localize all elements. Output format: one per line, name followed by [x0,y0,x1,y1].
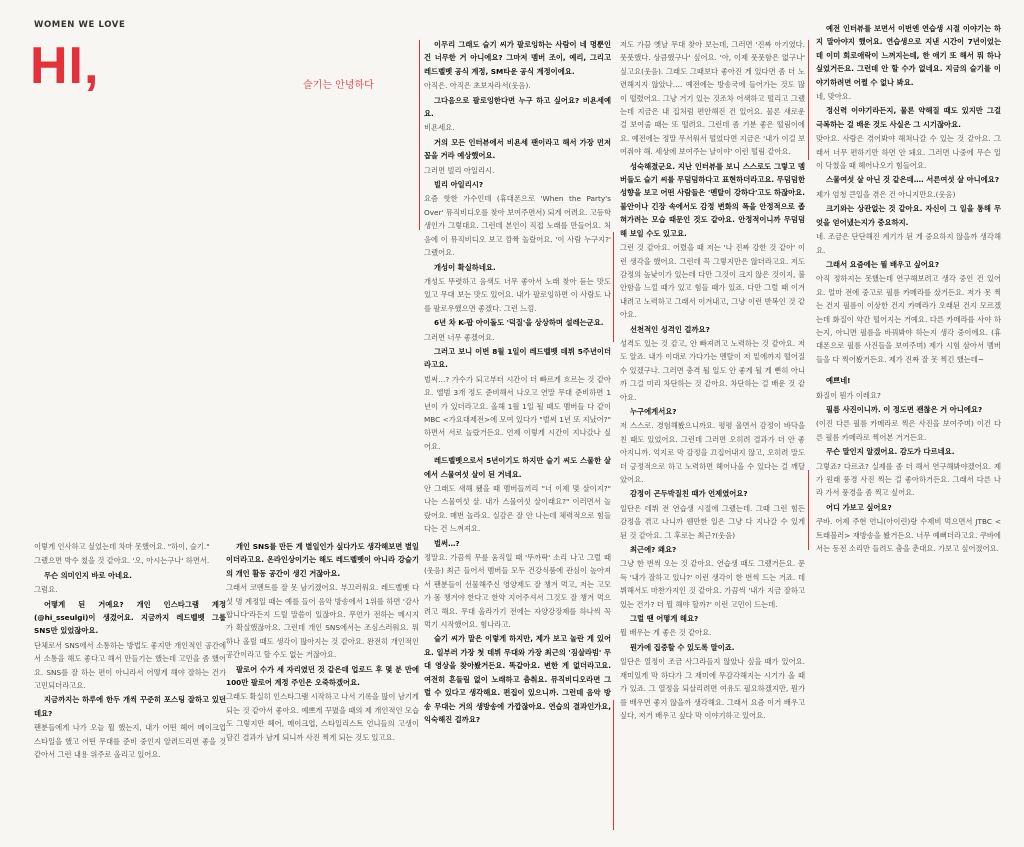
answer-paragraph: 그러면 빌리 아일리시. [424,165,495,175]
answer-paragraph: 개성도 뚜렷하고 음색도 너무 좋아서 노래 찾아 듣는 맛도 있고 무대 보는 맛도 있어요. 내가 팔로잉하면 이 사람도 나를 팔로우했으면 좋겠다. 그런 느낌. [424,276,611,313]
red-rule [613,232,614,342]
red-rule [808,470,809,550]
question-paragraph: 그다음으로 팔로잉한다면 누구 하고 싶어요? 비욘세예요. [424,95,611,119]
answer-paragraph: 그래서 코멘트를 잘 못 남기겠어요. 부끄러워요. 레드벨벳 다섯 명 계정일 때는 예를 들어 음악 방송에서 1위를 하면 '감사합니다'라든지 드릴 말씀이 있잖아요. 무언가 전하는 메시지가 확실했잖아요. 그런데 개인 SNS에서는 조심스러워요. 뭐 하나 올릴 때도 생각이 많아지는 것 같아요. 완전히 개인적인 공간이라고 할 수도 없는 거잖아요. [226,583,419,660]
question-paragraph: 크기와는 상관없는 것 같아요. 자신이 그 일을 통해 무엇을 얻어냈는지가 중요하지. [816,204,1001,227]
question-paragraph: 무슨 의미인지 바로 아네요. [44,570,132,580]
question-paragraph: 스물여섯 살 아닌 것 같은데…. 서른여섯 살 아니에요? [826,175,1000,185]
answer-paragraph: 제가 엄청 큰일을 겪은 건 아니지만요.(웃음) [816,189,956,199]
answer-paragraph: 비욘세요. [424,123,455,133]
answer-paragraph: 그럼요. [34,585,58,595]
answer-paragraph: (이진 다른 필름 카메라로 찍은 사진을 보여주며) 이건 다른 필름 카메라로 찍어본 거거든요. [816,419,1001,442]
question-paragraph: 개인 SNS를 만든 게 별일인가 싶다가도 생각해보면 별일이더라고요. 온라인상이기는 해도 레드벨벳이 아니라 강슬기의 개인 활동 공간이 생긴 거잖아요. [226,542,419,578]
question-paragraph: 이무리 그래도 슬기 씨가 팔로잉하는 사람이 네 명뿐인 건 너무한 거 아니에요? 그마저 멤버 조이, 예리, 그리고 레드벨벳 공식 계정, SM타운 공식 계정이에요. [424,40,611,76]
answer-paragraph: 그런 것 같아요. 어렸을 때 저는 '나 진짜 강한 것 같아' 이런 생각을 했어요. 그런데 꼭 그렇지만은 않더라고요. 저도 감정의 높낮이가 있는데 다만 그것이 크지 않은 것이지, 불안함을 느낄 때가 있고 힘들 때가 있죠. 다만 그럴 때 이겨내려고 노력하고 그래서 이겨내고, 그냥 이런 반복인 것 같아요. [620,243,805,320]
answer-paragraph: 일단은 데뷔 전 연습생 시절에 그랬는데. 그때 그런 힘든 감정을 겪고 나니까 웬만한 일은 그냥 다 지나갈 수 있게 된 것 같아요. 그 후로는 최근?(웃음) [620,503,805,540]
question-paragraph: 정신력 이야기라든지, 물론 약해질 때도 있지만 그걸 극복하는 걸 배운 것도 사실은 그 시기잖아요. [816,106,1001,129]
answer-paragraph: 이렇게 인사하고 싶었는데 차마 못했어요. "하이, 슬기." [34,542,210,551]
text-column-2 [226,540,419,840]
answer-paragraph: 요즘 핫한 가수인데 (휴대폰으로 'When the Party's Over' 뮤직비디오를 찾아 보여주면서) 되게 어려요. 고등학생인가 그렇대요. 그런데 본인이 직접 노래를 만들어요. 처음에 이 뮤직비디오 보고 깜짝 놀랐어요. '이 사람 누구지?' 그랬어요. [424,194,611,258]
question-paragraph: 선천적인 성격인 걸까요? [630,324,710,334]
answer-paragraph: 일단은 열정이 조금 사그라들지 않았나 싶을 때가 있어요. 재미있게 막 하다가 그 재미에 무감각해지는 시기가 올 때가 있죠. 그 열정을 되살리려면 여유도 필요하겠지만, 뭔가를 배우면 좋지 않을까 생각해요. 그래서 요즘 이거 배우고 싶다, 저거 배우고 싶다 막 이야기하고 있어요. [620,657,805,720]
answer-paragraph: 네, 맞아요. [816,92,852,102]
answer-paragraph: 뭘 배우는 게 좋은 것 같아요. [620,628,712,638]
answer-paragraph: 저 스스로. 경험해봤으니까요. 평평 울면서 감정이 바닥을 친 때도 있었어요. 그런데 그러면 오히려 결과가 더 안 좋아지니까. 억지로 막 감정을 끄집어내지 않고, 오히려 말도 더 긍정적으로 하고 노력하면 헤어나올 수 있다는 걸 깨달았어요. [620,421,805,484]
answer-paragraph: 그렇죠? 다르죠? 실제를 좀 더 해서 연구해봐야겠어요. 제가 원래 풍경 사진 찍는 걸 좋아하거든요. 그래서 다른 나라 가서 풍경을 좀 찍고 싶어요. [816,461,1001,498]
answer-paragraph: 저도 가끔 옛날 무대 찾아 보는데, 그러면 '진짜 아기였다. 풋풋했다. 상큼했구나' 싶어요. '아, 이제 풋풋함은 없구나' 싶고요(웃음). 그래도 그때보다 좋아진 게 있다면 좀 더 노련해지지 않았나…. 예전에는 방송국에 들어가는 것도 많이 떨렸어요. 그냥 거기 있는 것조차 어색하고 떨리고 그랬는데 지금은 내 집처럼 편안해진 건 있어요. 물론 새로운 걸 보여줄 때는 또 떨려요. 그런데 좀 기분 좋은 떨림이에요. 예전에는 정말 무서워서 떨었다면 지금은 '내가 이걸 보여줘야 해. 세상에 보여주는 날이야' 이런 떨림 같아요. [620,40,805,157]
question-paragraph: 무슨 말인지 알겠어요. 감도가 다르네요. [826,447,955,457]
question-paragraph: 팔로어 수가 세 자리였던 것 같은데 업로드 후 몇 분 만에 100만 팔로어 계정 주인은 오죽하겠어요. [226,664,419,688]
question-paragraph: 벌써…? [434,538,460,548]
answer-paragraph: 맞아요. 사람은 겪어봐야 해쳐나갈 수 있는 것 같아요. 그래서 너무 편하기만 하면 안 돼요. 그러면 나중에 무슨 일이 닥쳤을 때 헤어나오기 힘들어요. [816,134,1001,171]
paragraph-spacer [816,367,1001,373]
red-rule [613,700,614,830]
question-paragraph: 예전 인터뷰를 보면서 이번엔 연습생 시절 이야기는 하지 말아야지 했어요. 연습생으로 지낸 시간이 7년이었는데 이미 회로애락이 느껴지는데, 한 애기 또 해서 뭐 하나 싶었거든요. 그런데 안 할 수가 없네요. 지금의 슬기를 이야기하려면 어쩔 수 없나 봐요. [816,24,1001,87]
question-paragraph: 누구에게서요? [630,406,677,416]
answer-paragraph: 그래도 확실히 인스타그램 시작하고 나서 기록을 많이 남기게 되는 것 같아서 좋아요. 예쁘게 꾸몄을 때의 제 개인적인 모습도 그렇지만 헤어, 메이크업, 스타일리스트 언니들의 고생이 담긴 결과가 남게 되니까 사진 찍게 되는 것도 있고요. [226,692,419,742]
text-column-1 [34,540,226,840]
question-paragraph: 거의 모든 인터뷰에서 비욘세 팬이라고 해서 가장 먼저 꼽을 거라 예상했어요. [424,137,611,161]
question-paragraph: 감정이 곤두박질친 때가 언제였어요? [630,489,748,499]
headline: HI, [30,37,100,95]
question-paragraph: 최근에? 왜요? [630,545,677,555]
subtitle: 슬기는 안녕하다 [303,80,374,91]
answer-paragraph: 단체로서 SNS에서 소통하는 방법도 좋지만 개인적인 공간에서 소통을 해도 좋다고 해서 만들기는 했는데 고민을 좀 했어요. SNS를 잘 하는 편이 아니라서 어떻게 해야 잘하는 건가 고민되더라고요. [34,640,226,691]
question-paragraph: 뭔가에 집중할 수 있도록 말이죠. [630,642,735,652]
question-paragraph: 슬기 씨가 말은 이렇게 하지만, 제가 보고 놀란 게 있어요. 일부러 가장 첫 데뷔 무대와 가장 최근의 '짐살라빔' 무대 영상을 찾아봤거든요. 똑같아요. 변한 게 없더라고요. 여전히 흔들림 없이 노래하고 춤춰요. 뮤직비디오라면 그럴 수 있다고 생각해요. 편집이 있으니까. 그런데 음악 방송 무대는 거의 생방송에 가깝잖아요. 연습의 결과인가요, 익숙해진 걸까요? [424,634,611,724]
answer-paragraph: 벌써…? 가수가 되고부터 시간이 더 빠르게 흐르는 것 같아요. 앨범 3개 정도 준비해서 나오고 연말 무대 준비하면 1년이 가 있더라고요. 올해 1월 1일 될 때도 멤버들 다 같이 MBC <가요대제전>에 모여 있다가 "벌써 1년 또 지났어?" 하면서 서로 놀랐거든요. 언제 이렇게 시간이 지나갔나 싶어요. [424,374,611,451]
question-paragraph: 레드벨벳으로서 5년이기도 하지만 슬기 씨도 스물한 살에서 스물여섯 살이 된 거네요. [424,456,611,479]
question-paragraph: 개성이 확실하네요. [434,262,496,272]
answer-paragraph: 아직 정하지는 못했는데 연구해보려고 생각 중인 건 있어요. 얼마 전에 중고로 필름 카메라를 샀거든요. 저가 못 찍는 건지 필름이 이상한 건지 카메라가 오래된 건지 모르겠는데 화질이 약간 떨어지는 거예요. 다른 카메라를 사야 하는지, 아니면 필름을 바꿔봐야 하는지 생각 중이에요. (휴대폰으로 필름 사진들을 보여주며) 제가 시험 삼아서 멤버들을 다 찍어봤거든요. 제가 진짜 잘 못 찍긴 했는데~ [816,274,1001,364]
answer-paragraph: 네. 조금은 단단해진 계기가 된 게 중요하지 않을까 생각해요. [816,232,1001,255]
question-paragraph: 빌리 아일리시? [434,180,484,190]
answer-paragraph: 성격도 있는 것 같고, 안 빠져려고 노력하는 것 같아요. 저도 알죠. 내가 이대로 가다가는 멘탈이 저 밑에까지 떨어질 수 있겠구나. 그러면 충격 될 일도 안 좋게 될 게 뻔히 아니까 그걸 미리 차단하는 것 같아요. 차단하는 걸 배운 것 같아요. [620,338,805,402]
question-paragraph: 성숙해졌군요. 지난 인터뷰를 보니 스스로도 그렇고 멤버들도 슬기 씨를 무덤덤하다고 표현하더라고요. 무덤덤한 성향을 보고 어떤 사람들은 '멘탈이 강하다'고도 하잖아요. 불안이나 긴장 속에서도 감정 변화의 폭을 안정적으로 좁혀가려는 모습 때문인 것도 같아요. 안정적이니까 무덤덤해 보일 수도 있고요. [620,161,805,238]
text-column-3 [424,38,611,841]
question-paragraph: 그럴 땐 어떻게 해요? [630,614,699,624]
red-rule [808,40,809,160]
answer-paragraph: 화질이 뭔가 이레요? [816,390,881,400]
answer-paragraph: 쿠바. 어제 주현 언니(아이린)랑 수제비 먹으면서 JTBC <트래블러> 재방송을 봤거든요. 너무 예뻐더라고요. 쿠바에서는 동전 소리만 들려도 춤을 춘대요. 가보고 싶어졌어요. [816,517,1001,554]
question-paragraph: 그래서 요즘에는 뭘 배우고 싶어요? [826,259,940,269]
question-paragraph: 지금까지는 하루에 한두 개씩 꾸준히 포스팅 잘하고 있던데요? [34,695,226,718]
section-rubric: WOMEN WE LOVE [34,20,126,30]
answer-paragraph: 그냥 한 번씩 오는 것 같아요. 연습생 때도 그랬거든요. 문득 '내가 잘하고 있나?' 이런 생각이 한 번씩 드는 거죠. 데뷔해서도 마찬가지인 것 같아요. 가끔씩 '내가 지금 잘하고 있는 건가? 더 뭘 해야 할까?' 이런 고민이 드는데. [620,559,805,609]
question-paragraph: 그러고 보니 이번 8월 1일이 레드벨벳 데뷔 5주년이더라고요. [424,346,611,370]
question-paragraph: 예쁘네! [826,376,851,386]
text-column-4 [620,38,805,841]
answer-paragraph: 그러면 너무 좋겠어요. [424,332,495,342]
answer-paragraph: 안 그래도 새해 됐을 때 멤버들끼리 "너 이제 몇 살이지?" 나는 스물여섯 살. 내가 스물여섯 살이래요?" 이러면서 놀랐어요. 매번 놀라요. 실감은 잘 안 나는데 체력적으로 힘들다는 건 느껴져요. [424,484,611,534]
answer-paragraph: 아직은. 아직은 초보자라서(웃음). [424,81,531,91]
answer-paragraph: 정말요. 가끔씩 무릎 움직일 때 '뚜까딱' 소리 나고 그럴 때(웃음) 최근 들어서 멤버들 모두 건강식품에 관심이 높아져서 팬분들이 선물해주신 영양제도 잘 챙겨 먹고, 저는 고모가 몸 챙겨야 한다고 한약 지어주셔서 그것도 잘 챙겨 먹으려고 해요. 무대 올라가기 전에는 자양강장제를 하나씩 꼭 먹기 시작했어요. 힘나라고. [424,553,611,630]
red-rule [419,40,420,230]
question-paragraph: 필름 사진이니까. 이 정도면 괜찮은 거 아니에요? [826,404,983,414]
answer-paragraph: 그랬으면 박수 쳤을 것 같아요. '오, 아시는구나' 하면서. [34,556,210,566]
question-paragraph: 어떻게 된 거예요? 개인 인스타그램 계정(@hi_sseulgi)이 생겼어요. 지금까지 레드벨벳 그룹 SNS만 있었잖아요. [34,599,226,636]
question-paragraph: 어디 가보고 싶어요? [826,502,892,512]
answer-paragraph: 팬분들에게 나가 오늘 뭘 했는지, 내가 어떤 헤어 메이크업 스타일을 했고 어떤 무대를 준비 중인지 알려드리면 좋을 것 같아서 그런 내용 위주로 올리고 있어요. [34,723,226,760]
text-column-5 [816,22,1001,702]
question-paragraph: 6년 차 K-팝 아이돌도 '덕질'을 상상하며 설레는군요. [434,318,604,328]
